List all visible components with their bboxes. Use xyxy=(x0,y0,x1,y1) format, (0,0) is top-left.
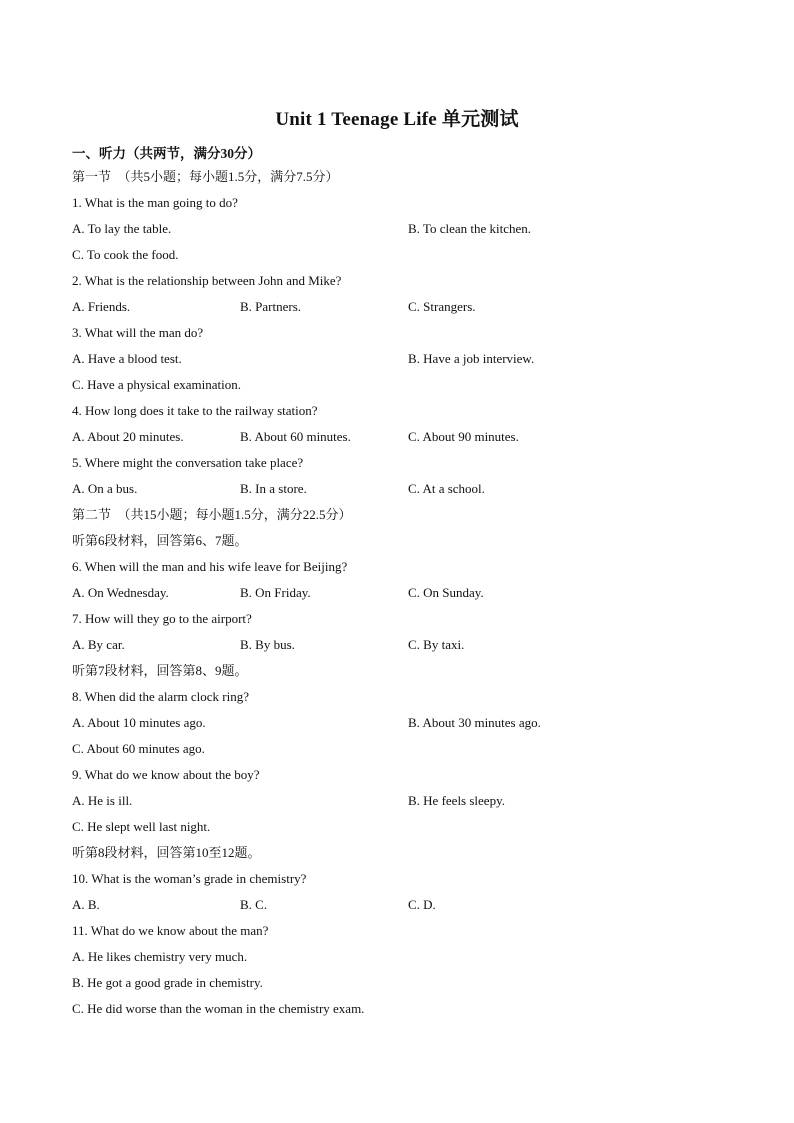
question-8-option-b: B. About 30 minutes ago. xyxy=(408,715,541,730)
part1-heading: 第一节 （共5小题；每小题1.5分，满分7.5分） xyxy=(72,169,339,184)
question-2-stem: 2. What is the relationship between John and Mike? xyxy=(72,273,342,288)
question-9-option-a: A. He is ill. xyxy=(72,793,133,808)
question-6-option-b: B. On Friday. xyxy=(240,585,311,600)
question-7-option-a: A. By car. xyxy=(72,637,125,652)
question-8-option-a: A. About 10 minutes ago. xyxy=(72,715,206,730)
section-heading-listening: 一、听力（共两节，满分30分） xyxy=(72,146,261,161)
question-9-stem: 9. What do we know about the boy? xyxy=(72,767,260,782)
question-5-option-a: A. On a bus. xyxy=(72,481,138,496)
material-7-instruction: 听第7段材料，回答第8、9题。 xyxy=(72,663,248,678)
question-6-option-c: C. On Sunday. xyxy=(408,585,484,600)
question-10-options xyxy=(72,892,732,918)
question-10-option-a: A. B. xyxy=(72,897,100,912)
question-6-stem: 6. When will the man and his wife leave for Beijing? xyxy=(72,559,348,574)
question-1-options-row1 xyxy=(72,216,732,242)
question-3-option-c: C. Have a physical examination. xyxy=(72,377,241,392)
question-2-options xyxy=(72,294,732,320)
question-1-stem: 1. What is the man going to do? xyxy=(72,195,238,210)
question-11-option-c: C. He did worse than the woman in the chemistry exam. xyxy=(72,1001,365,1016)
question-4-option-c: C. About 90 minutes. xyxy=(408,429,519,444)
material-8-instruction: 听第8段材料，回答第10至12题。 xyxy=(72,845,261,860)
question-9-option-b: B. He feels sleepy. xyxy=(408,793,505,808)
question-3-option-b: B. Have a job interview. xyxy=(408,351,535,366)
question-3-option-a: A. Have a blood test. xyxy=(72,351,182,366)
question-4-stem: 4. How long does it take to the railway station? xyxy=(72,403,318,418)
question-2-option-c: C. Strangers. xyxy=(408,299,476,314)
question-list xyxy=(72,164,732,1022)
question-2-option-b: B. Partners. xyxy=(240,299,302,314)
question-4-option-b: B. About 60 minutes. xyxy=(240,429,351,444)
question-11-option-a: A. He likes chemistry very much. xyxy=(72,949,248,964)
question-1-option-a: A. To lay the table. xyxy=(72,221,172,236)
question-4-options xyxy=(72,424,732,450)
question-7-stem: 7. How will they go to the airport? xyxy=(72,611,252,626)
question-6-options xyxy=(72,580,732,606)
question-10-stem: 10. What is the woman’s grade in chemistry? xyxy=(72,871,307,886)
part2-heading: 第二节 （共15小题；每小题1.5分，满分22.5分） xyxy=(72,507,352,522)
question-8-stem: 8. When did the alarm clock ring? xyxy=(72,689,250,704)
question-2-option-a: A. Friends. xyxy=(72,299,131,314)
question-7-option-b: B. By bus. xyxy=(240,637,295,652)
question-10-option-b: B. C. xyxy=(240,897,268,912)
question-7-options xyxy=(72,632,732,658)
question-5-option-c: C. At a school. xyxy=(408,481,485,496)
question-5-option-b: B. In a store. xyxy=(240,481,307,496)
question-6-option-a: A. On Wednesday. xyxy=(72,585,169,600)
material-6-instruction: 听第6段材料，回答第6、7题。 xyxy=(72,533,248,548)
question-1-option-b: B. To clean the kitchen. xyxy=(408,221,532,236)
page-title: Unit 1 Teenage Life 单元测试 xyxy=(275,109,519,130)
question-8-options-row1 xyxy=(72,710,732,736)
question-1-option-c: C. To cook the food. xyxy=(72,247,179,262)
question-11-stem: 11. What do we know about the man? xyxy=(72,923,269,938)
question-3-stem: 3. What will the man do? xyxy=(72,325,204,340)
question-4-option-a: A. About 20 minutes. xyxy=(72,429,184,444)
question-3-options-row1 xyxy=(72,346,732,372)
question-9-options-row1 xyxy=(72,788,732,814)
question-5-stem: 5. Where might the conversation take place? xyxy=(72,455,304,470)
question-10-option-c: C. D. xyxy=(408,897,436,912)
question-7-option-c: C. By taxi. xyxy=(408,637,465,652)
question-5-options xyxy=(72,476,732,502)
question-11-option-b: B. He got a good grade in chemistry. xyxy=(72,975,263,990)
question-8-option-c: C. About 60 minutes ago. xyxy=(72,741,205,756)
question-9-option-c: C. He slept well last night. xyxy=(72,819,211,834)
